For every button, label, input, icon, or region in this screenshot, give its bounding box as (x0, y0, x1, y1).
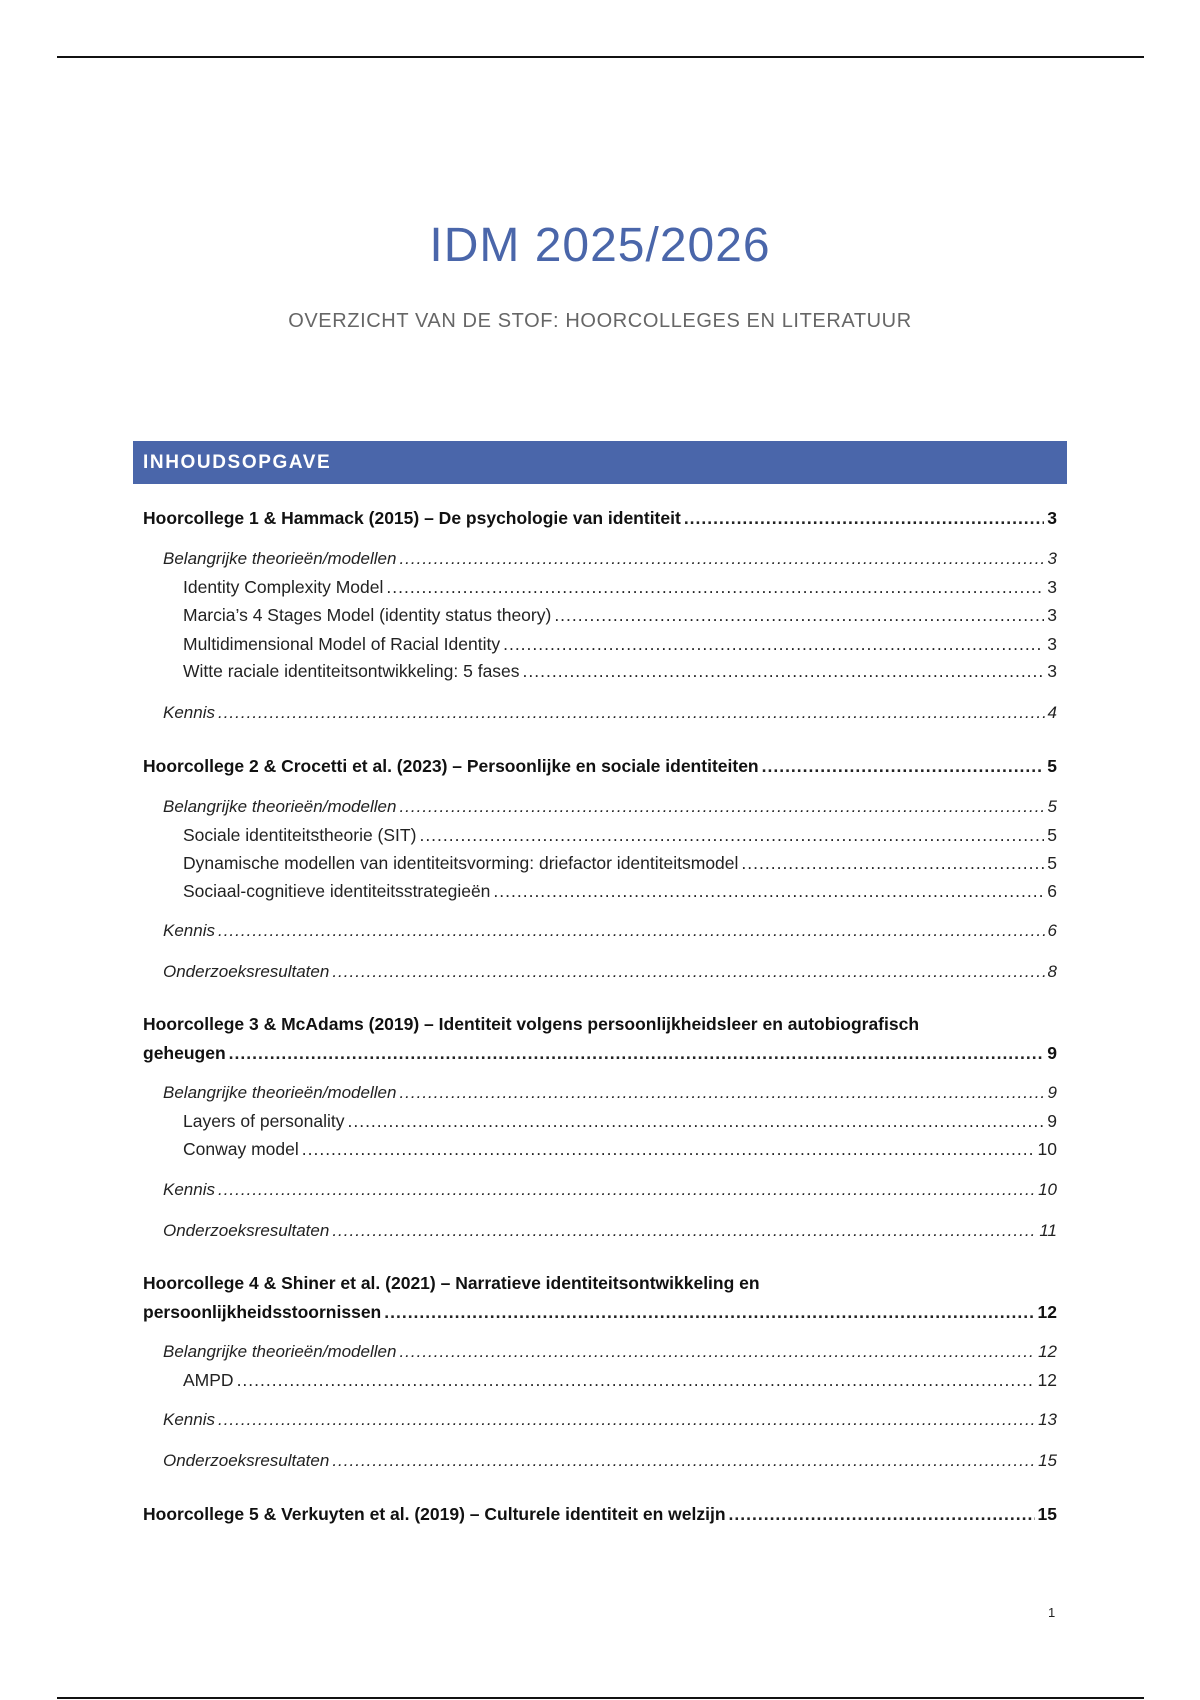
toc-entry-text: Belangrijke theorieën/modellen (163, 1083, 397, 1102)
toc-entry-page: 9 (1047, 1083, 1057, 1102)
toc-entry-kennis-4[interactable] (163, 1410, 1057, 1430)
toc-entry-text: Kennis (163, 1410, 215, 1429)
toc-leader (762, 756, 1045, 777)
toc-entry-page: 5 (1047, 825, 1057, 845)
toc-leader (684, 508, 1044, 529)
toc-entry-text: Onderzoeksresultaten (163, 1221, 330, 1240)
toc-entry-page: 9 (1047, 1043, 1057, 1063)
toc-entry-text: Belangrijke theorieën/modellen (163, 1342, 397, 1361)
toc-entry-page: 13 (1038, 1410, 1057, 1429)
toc-leader (523, 661, 1045, 682)
toc-entry-page: 11 (1039, 1221, 1057, 1240)
toc-entry-sociaal-cognitief[interactable] (183, 881, 1057, 902)
toc-entry-page: 3 (1047, 508, 1057, 528)
toc-entry-text: Sociaal-cognitieve identiteitsstrategieën (183, 881, 491, 901)
toc-leader (729, 1504, 1035, 1525)
document-title: IDM 2025/2026 (429, 219, 771, 272)
toc-leader (218, 1180, 1035, 1200)
toc-entry-theorieen-4[interactable] (163, 1342, 1057, 1362)
toc-entry-page: 6 (1047, 921, 1057, 940)
toc-leader (399, 797, 1044, 817)
toc-entry-page: 15 (1038, 1451, 1057, 1470)
toc-entry-page: 9 (1047, 1111, 1057, 1131)
document-subtitle: OVERZICHT VAN DE STOF: HOORCOLLEGES EN LITERATUUR (288, 310, 912, 332)
toc-entry-page: 5 (1047, 853, 1057, 873)
page-number: 1 (1048, 1605, 1056, 1620)
toc-leader (332, 1451, 1035, 1471)
toc-entry-hoorcollege-1[interactable] (143, 508, 1057, 529)
toc-entry-text: Kennis (163, 703, 215, 722)
toc-entry-text: Kennis (163, 921, 215, 940)
toc-entry-text: AMPD (183, 1370, 234, 1390)
toc-entry-witte-raciale[interactable] (183, 661, 1057, 682)
toc-heading: INHOUDSOPGAVE (133, 441, 1067, 484)
toc-entry-driefactor[interactable] (183, 853, 1057, 874)
toc-leader (493, 881, 1044, 902)
toc-entry-page: 3 (1047, 634, 1057, 654)
toc-entry-racial-identity[interactable] (183, 634, 1057, 655)
toc-leader (302, 1139, 1035, 1160)
toc-entry-sit[interactable] (183, 825, 1057, 846)
toc-leader (332, 962, 1044, 982)
toc-entry-text: Identity Complexity Model (183, 577, 384, 597)
toc-entry-page: 10 (1038, 1180, 1057, 1199)
toc-entry-kennis-1[interactable] (163, 703, 1057, 723)
toc-leader (741, 853, 1044, 874)
toc-entry-theorieen-3[interactable] (163, 1083, 1057, 1103)
toc-entry-page: 3 (1047, 605, 1057, 625)
toc-entry-conway[interactable] (183, 1139, 1057, 1160)
toc-entry-identity-complexity[interactable] (183, 577, 1057, 598)
toc-entry-theorieen-2[interactable] (163, 797, 1057, 817)
toc-entry-text: Hoorcollege 5 & Verkuyten et al. (2019) – Culturele identiteit en welzijn (143, 1504, 726, 1524)
toc-entry-text: Hoorcollege 2 & Crocetti et al. (2023) – Persoonlijke en sociale identiteiten (143, 756, 759, 776)
toc-leader (384, 1302, 1034, 1323)
toc-entry-text: Belangrijke theorieën/modellen (163, 797, 397, 816)
toc-leader (419, 825, 1044, 846)
toc-entry-page: 12 (1037, 1370, 1057, 1390)
toc-entry-page: 12 (1037, 1302, 1057, 1322)
toc-entry-kennis-3[interactable] (163, 1180, 1057, 1200)
toc-leader (237, 1370, 1035, 1391)
toc-leader (218, 703, 1045, 723)
toc-leader (229, 1043, 1045, 1064)
toc-entry-kennis-2[interactable] (163, 921, 1057, 941)
toc-entry-onderzoek-4[interactable] (163, 1451, 1057, 1471)
toc-entry-hoorcollege-3-line1[interactable]: Hoorcollege 3 & McAdams (2019) – Identiteit volgens persoonlijkheidsleer en autobiografisch (143, 1014, 920, 1034)
toc-entry-hoorcollege-4[interactable] (143, 1302, 1057, 1323)
toc-entry-text: persoonlijkheidsstoornissen (143, 1302, 382, 1322)
toc-leader (347, 1111, 1044, 1132)
toc-entry-text: Belangrijke theorieën/modellen (163, 549, 397, 568)
toc-entry-page: 5 (1047, 797, 1057, 816)
toc-entry-hoorcollege-4-line1[interactable]: Hoorcollege 4 & Shiner et al. (2021) – Narratieve identiteitsontwikkeling en (143, 1273, 760, 1293)
toc-entry-page: 3 (1047, 577, 1057, 597)
toc-leader (503, 634, 1044, 655)
toc-entry-hoorcollege-2[interactable] (143, 756, 1057, 777)
toc-entry-page: 10 (1037, 1139, 1057, 1159)
toc-entry-ampd[interactable] (183, 1370, 1057, 1391)
bottom-rule (57, 1697, 1144, 1699)
toc-entry-layers[interactable] (183, 1111, 1057, 1132)
toc-entry-page: 4 (1047, 703, 1057, 722)
toc-entry-text: Multidimensional Model of Racial Identity (183, 634, 501, 654)
toc-leader (399, 549, 1044, 569)
toc-entry-text: Hoorcollege 1 & Hammack (2015) – De psychologie van identiteit (143, 508, 681, 528)
toc-entry-page: 8 (1047, 962, 1057, 981)
toc-entry-text: geheugen (143, 1043, 226, 1063)
toc-entry-text: Kennis (163, 1180, 215, 1199)
toc-entry-text: Conway model (183, 1139, 299, 1159)
toc-leader (399, 1083, 1044, 1103)
toc-entry-text: Dynamische modellen van identiteitsvorming: driefactor identiteitsmodel (183, 853, 739, 873)
toc-entry-hoorcollege-5[interactable] (143, 1504, 1057, 1525)
toc-leader (386, 577, 1044, 598)
toc-entry-text: Marcia’s 4 Stages Model (identity status theory) (183, 605, 552, 625)
toc-entry-page: 3 (1047, 661, 1057, 681)
toc-entry-text: Layers of personality (183, 1111, 345, 1131)
toc-entry-hoorcollege-3[interactable] (143, 1043, 1057, 1064)
toc-entry-page: 3 (1047, 549, 1057, 568)
toc-entry-theorieen-1[interactable] (163, 549, 1057, 569)
toc-entry-text: Sociale identiteitstheorie (SIT) (183, 825, 417, 845)
toc-entry-text: Onderzoeksresultaten (163, 1451, 330, 1470)
toc-entry-page: 12 (1038, 1342, 1057, 1361)
toc-entry-text: Onderzoeksresultaten (163, 962, 330, 981)
toc-leader (554, 605, 1044, 626)
toc-leader (332, 1221, 1036, 1241)
toc-entry-page: 5 (1047, 756, 1057, 776)
toc-entry-onderzoek-2[interactable] (163, 962, 1057, 982)
toc-entry-text: Witte raciale identiteitsontwikkeling: 5 fases (183, 661, 520, 681)
toc-entry-page: 6 (1047, 881, 1057, 901)
toc-leader (218, 1410, 1035, 1430)
toc-entry-onderzoek-3[interactable] (163, 1221, 1057, 1241)
toc-entry-marcia[interactable] (183, 605, 1057, 626)
toc-leader (399, 1342, 1035, 1362)
toc-entry-page: 15 (1037, 1504, 1057, 1524)
toc-leader (218, 921, 1045, 941)
